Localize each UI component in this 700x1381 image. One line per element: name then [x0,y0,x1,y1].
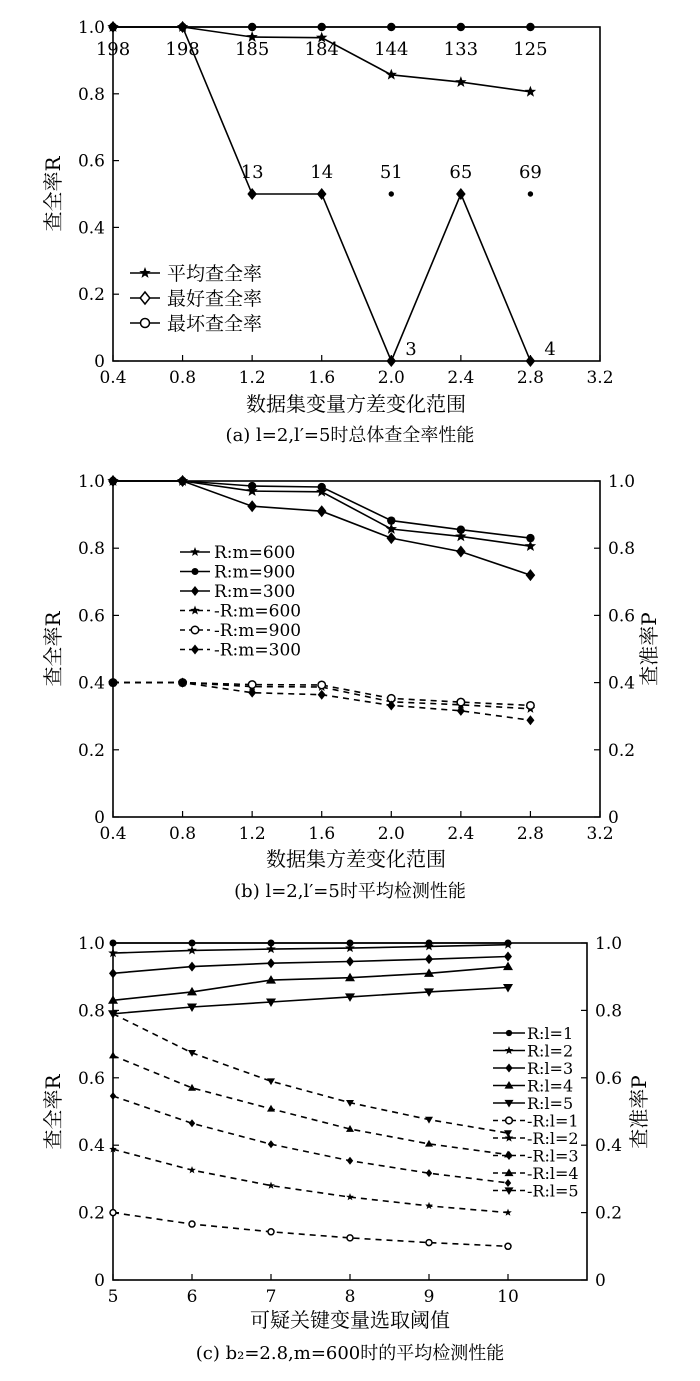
data-point [267,958,275,968]
panel-b-ticks [78,472,635,844]
data-point [318,690,326,700]
series-line [113,1096,508,1183]
panel-c-caption: (c) b₂=2.8,m=600时的平均检测性能 [195,1343,505,1364]
legend-marker [191,586,199,596]
y2-tick-label: 0.2 [608,740,636,761]
x-tick-label: 2.0 [377,368,405,388]
legend-label: -R:l=2 [527,1129,579,1148]
y-tick-label: 0.2 [77,285,105,306]
y2-tick-label: 0.6 [608,606,636,627]
legend-label: R:m=600 [214,543,296,563]
x-tick-label: 5 [107,1287,119,1307]
series-line [113,481,530,575]
panel-b-plot-frame [113,481,600,817]
data-label: 198 [95,39,131,60]
data-point [386,69,397,80]
x-tick-label: 2.4 [447,368,475,388]
data-point [526,715,534,725]
legend-label: R:l=2 [527,1041,574,1061]
data-label: 51 [379,162,403,183]
legend-label: -R:m=300 [214,640,302,661]
x-tick-label: 3.2 [586,368,614,388]
data-point [248,688,256,698]
data-point [189,1221,195,1227]
panel-a-x-axis-label: 数据集变量方差变化范围 [246,392,466,416]
legend-marker [505,1151,512,1160]
x-tick-label: 0.8 [169,368,197,388]
legend-label: R:l=5 [527,1094,574,1113]
legend-label: -R:l=3 [527,1146,579,1166]
data-point [108,21,118,33]
data-point [345,943,355,952]
y-tick-label: 1.0 [77,934,105,954]
data-point [318,483,326,491]
panel-c-y-axis-label: 查全率R [41,1074,65,1150]
series-line [113,945,508,953]
legend-label: R:l=4 [527,1076,574,1096]
data-point [528,191,533,196]
data-point [108,475,118,487]
y2-tick-label: 0.4 [595,1136,623,1157]
panel-b-legend [180,543,301,661]
data-point [503,940,513,949]
data-point [346,1193,354,1200]
series-line [113,1149,508,1212]
y-tick-label: 0.8 [77,539,105,560]
data-point [526,23,534,31]
x-tick-label: 7 [265,1287,277,1307]
data-point [109,968,117,978]
legend-label: -R:l=5 [527,1181,579,1201]
data-point [505,1243,511,1249]
y2-tick-label: 0.8 [608,539,636,560]
legend-marker [192,568,199,575]
data-label: 125 [513,39,548,60]
data-point [386,532,396,544]
data-point [457,526,465,534]
data-point [456,188,466,200]
y2-tick-label: 0.8 [595,1001,623,1022]
panel-c-y2-axis-label: 查准率P [627,1075,651,1149]
series-line [113,988,508,1014]
data-point [457,706,465,716]
data-point [248,681,256,689]
data-point [187,945,197,954]
panel-c-legend [493,1024,579,1201]
series-line [113,1056,508,1155]
x-tick-label: 9 [423,1287,435,1307]
data-label: 65 [449,162,473,183]
data-point [188,1166,196,1173]
y-tick-label: 0 [94,1271,105,1291]
data-label: 185 [234,39,270,60]
y-tick-label: 1.0 [77,18,105,38]
legend-label: R:m=300 [214,582,296,602]
data-point [346,957,354,967]
y2-tick-label: 1.0 [595,934,623,954]
legend-marker [190,547,200,556]
x-tick-label: 1.6 [308,368,336,388]
legend-label: -R:l=1 [527,1111,579,1131]
data-point [426,1169,432,1177]
y-tick-label: 0.4 [77,218,105,239]
panel-a-chart [41,18,614,446]
data-point [268,1229,274,1235]
panel-a-caption: (a) l=2,l′=5时总体查全率性能 [225,425,475,446]
data-point [526,569,536,581]
data-point [455,76,466,87]
data-point [347,1157,353,1165]
y-tick-label: 1.0 [77,472,105,492]
legend-marker [505,1134,514,1142]
data-label: 14 [310,162,334,183]
y-tick-label: 0.8 [77,84,105,105]
panel-c-x-axis-label: 可疑关键变量选取阈值 [250,1308,450,1332]
data-point [386,355,396,367]
data-point [267,1182,275,1189]
data-point [504,951,512,961]
series-line [113,1014,508,1133]
legend-marker [191,626,199,634]
data-point [268,1140,274,1148]
series-line [113,957,508,974]
x-tick-label: 6 [186,1287,198,1307]
x-tick-label: 10 [497,1287,519,1307]
legend-marker [506,1030,512,1036]
panel-a-legend [130,263,262,335]
data-point [526,534,534,542]
data-point [505,1179,511,1187]
y2-tick-label: 0 [595,1271,606,1291]
y-tick-label: 0.6 [77,151,105,172]
x-tick-label: 1.2 [238,824,266,844]
data-point [110,940,117,947]
data-label: 3 [405,339,417,360]
legend-marker [506,1117,513,1124]
data-point [387,516,395,524]
data-point [189,1119,195,1127]
data-point [426,1240,432,1246]
x-tick-label: 2.0 [377,824,405,844]
y2-tick-label: 0.6 [595,1068,623,1089]
panel-c-chart [41,934,651,1364]
data-point [503,962,513,971]
y2-tick-label: 0.4 [608,673,636,694]
legend-label: -R:m=600 [214,601,302,622]
y-tick-label: 0.2 [77,740,105,761]
legend-marker [139,267,150,278]
y-tick-label: 0.2 [77,1203,105,1224]
x-tick-label: 0.8 [169,824,197,844]
data-point [317,188,327,200]
y-tick-label: 0.4 [77,1136,105,1157]
legend-label: 最坏查全率 [167,313,263,335]
legend-label: R:m=900 [214,562,296,583]
legend-label: 最好查全率 [167,288,263,310]
data-label: 133 [443,39,479,60]
data-point [247,188,257,200]
data-point [504,1209,512,1216]
data-point [248,23,256,31]
data-point [457,23,465,31]
y2-tick-label: 1.0 [608,472,636,492]
data-point [247,500,257,512]
data-point [425,1117,433,1124]
y-tick-label: 0.8 [77,1001,105,1022]
panel-b-y-axis-label: 查全率R [41,611,65,687]
data-point [110,1210,116,1216]
data-point [110,1092,116,1100]
legend-label: -R:l=4 [527,1164,579,1183]
data-point [267,1105,275,1112]
legend-label: 平均查全率 [167,263,263,285]
legend-label: R:l=1 [527,1024,574,1043]
data-point [266,944,276,953]
x-tick-label: 0.4 [99,368,127,388]
panel-a-y-axis-label: 查全率R [41,156,65,232]
legend-marker [141,319,150,328]
data-point [188,962,196,972]
data-point [318,681,326,689]
legend-label: R:l=3 [527,1059,574,1078]
data-label: 69 [518,162,542,183]
data-label: 4 [544,339,556,360]
data-point [248,482,256,490]
y-tick-label: 0 [94,352,105,372]
data-point [425,1202,433,1209]
y2-tick-label: 0 [608,808,619,828]
panel-b-series [107,475,536,725]
data-point [318,23,326,31]
x-tick-label: 1.6 [308,824,336,844]
series-line [113,1213,508,1247]
panel-a-annotations [96,39,556,360]
data-label: 184 [304,39,339,60]
x-tick-label: 2.8 [516,824,544,844]
panel-b-caption: (b) l=2,l′=5时平均检测性能 [234,881,466,902]
panel-b-x-axis-label: 数据集方差变化范围 [266,847,446,871]
legend-marker [191,645,199,655]
y2-tick-label: 0.2 [595,1203,623,1224]
x-tick-label: 2.8 [516,368,544,388]
x-tick-label: 1.2 [238,368,266,388]
x-tick-label: 3.2 [586,824,614,844]
x-tick-label: 2.4 [447,824,475,844]
data-point [347,1235,353,1241]
y-tick-label: 0.4 [77,673,105,694]
data-point [387,23,395,31]
data-point [526,355,536,367]
series-line [113,967,508,1001]
data-point [456,546,466,558]
data-point [317,505,327,517]
data-label: 198 [165,39,200,60]
panel-b-chart [41,472,661,902]
data-point [425,1140,433,1147]
panel-c-series [108,940,513,1250]
legend-marker [140,292,150,304]
x-tick-label: 0.4 [99,824,127,844]
data-point [457,698,465,706]
data-label: 144 [374,39,409,60]
data-point [425,954,433,964]
legend-marker [505,1046,514,1054]
legend-marker [505,1064,512,1073]
panel-a-plot-frame [113,27,600,361]
y-tick-label: 0 [94,808,105,828]
y-tick-label: 0.6 [77,1068,105,1089]
x-tick-label: 8 [344,1287,356,1307]
data-point [525,86,536,97]
legend-marker [190,606,200,615]
y-tick-label: 0.6 [77,606,105,627]
panel-b-y2-axis-label: 查准率P [637,612,661,686]
data-point [527,702,535,710]
data-point [504,1130,512,1137]
legend-label: -R:m=900 [214,621,302,641]
data-point [267,1078,275,1085]
data-point [109,1052,117,1059]
data-point [389,191,394,196]
data-label: 13 [240,162,264,183]
panel-a-ticks [78,18,614,388]
